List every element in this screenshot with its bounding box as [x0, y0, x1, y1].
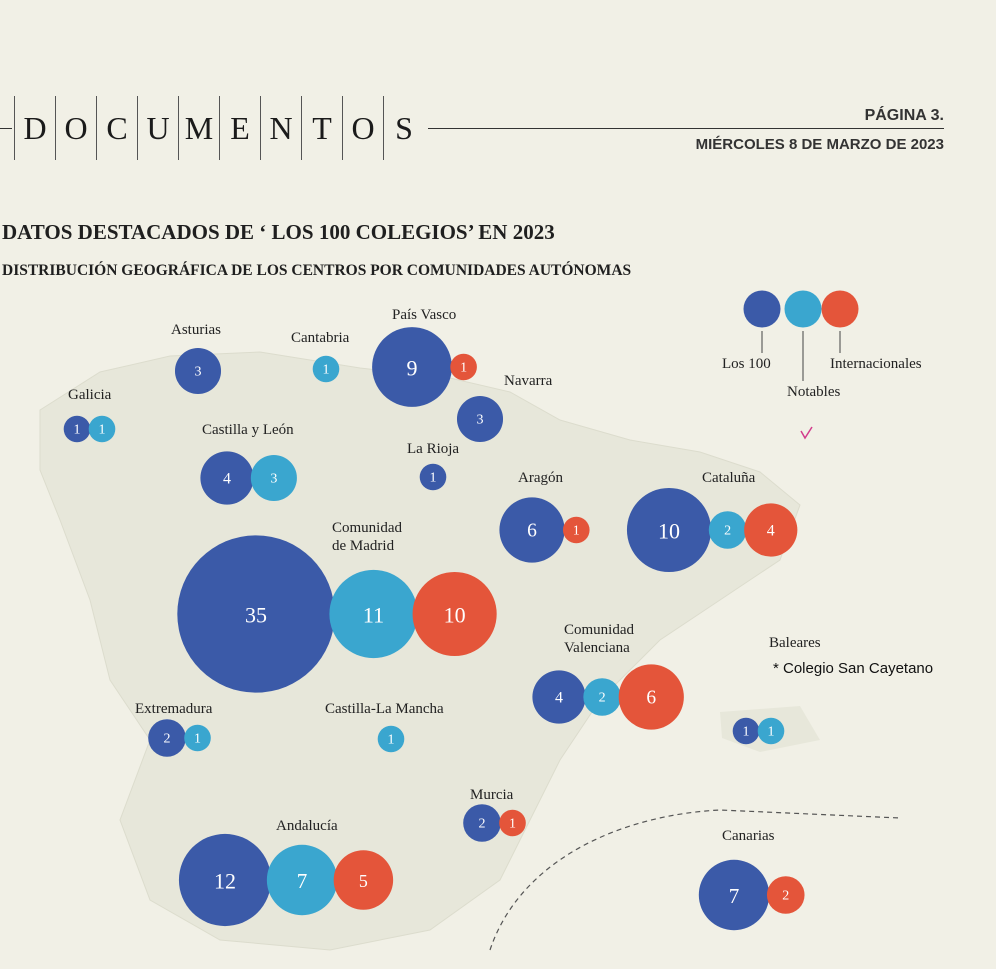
bubble-value-cataluna-notables: 2	[724, 523, 732, 539]
bubble-value-comunidad-valenciana-internacionales: 6	[646, 687, 657, 709]
region-label-castilla-la-mancha: Castilla-La Mancha	[325, 701, 444, 717]
region-group-canarias	[699, 860, 805, 930]
bubble-value-canarias-los100: 7	[728, 884, 740, 908]
region-group-castilla-la-mancha	[378, 726, 405, 753]
masthead-letter: C	[96, 96, 137, 160]
bubble-value-castilla-y-leon-los100: 4	[223, 470, 231, 488]
bubble-value-cantabria-notables: 1	[322, 362, 330, 378]
region-label-extremadura: Extremadura	[135, 701, 213, 717]
masthead-letter: T	[301, 96, 342, 160]
region-label-comunidad-valenciana: Comunidad Valenciana	[564, 622, 634, 656]
bubble-value-comunidad-de-madrid-notables: 11	[362, 602, 385, 628]
bubble-value-comunidad-valenciana-notables: 2	[598, 690, 606, 706]
masthead-letter: O	[55, 96, 96, 160]
bubble-value-andalucia-notables: 7	[296, 869, 308, 893]
masthead-letter: D	[14, 96, 55, 160]
bubble-value-galicia-notables: 1	[98, 422, 106, 438]
legend-label-internacionales: Internacionales	[830, 356, 922, 372]
region-label-pais-vasco: País Vasco	[392, 307, 457, 323]
bubble-value-aragon-internacionales: 1	[572, 523, 580, 539]
check-mark-icon	[801, 427, 812, 438]
chart-title: DATOS DESTACADOS DE ‘ LOS 100 COLEGIOS’ EN 2023	[2, 220, 555, 244]
bubble-value-cataluna-internacionales: 4	[766, 522, 775, 540]
bubble-value-navarra-los100: 3	[476, 412, 484, 428]
region-label-castilla-y-leon: Castilla y León	[202, 422, 294, 438]
legend-swatch-notables	[785, 291, 822, 328]
region-label-baleares: Baleares	[769, 635, 821, 651]
region-label-aragon: Aragón	[518, 470, 563, 486]
region-label-asturias: Asturias	[171, 322, 221, 338]
bubble-value-aragon-los100: 6	[527, 520, 537, 542]
masthead-letter: M	[178, 96, 219, 160]
bubble-value-galicia-los100: 1	[73, 422, 81, 438]
bubble-value-castilla-y-leon-notables: 3	[270, 471, 278, 487]
bubble-value-comunidad-valenciana-los100: 4	[555, 689, 563, 707]
bubble-value-baleares-notables: 1	[767, 724, 775, 740]
region-group-cantabria	[313, 356, 340, 383]
region-label-cataluna: Cataluña	[702, 470, 756, 486]
masthead-letter: U	[137, 96, 178, 160]
bubble-value-cataluna-los100: 10	[658, 518, 680, 544]
bubble-value-la-rioja-los100: 1	[429, 470, 437, 486]
bubble-value-extremadura-los100: 2	[163, 731, 171, 747]
bubble-value-baleares-los100: 1	[742, 724, 750, 740]
region-label-murcia: Murcia	[470, 787, 514, 803]
masthead-letter: E	[219, 96, 260, 160]
legend-label-notables: Notables	[787, 384, 841, 400]
region-group-la-rioja	[420, 464, 447, 491]
bubble-value-andalucia-internacionales: 5	[358, 871, 368, 891]
region-group-asturias	[175, 348, 221, 394]
region-group-navarra	[457, 396, 503, 442]
region-label-canarias: Canarias	[722, 828, 775, 844]
region-label-comunidad-de-madrid: Comunidad de Madrid	[332, 520, 402, 554]
legend-swatch-internacionales	[822, 291, 859, 328]
bubble-value-asturias-los100: 3	[194, 364, 202, 380]
legend-swatch-los100	[744, 291, 781, 328]
bubble-value-murcia-los100: 2	[478, 816, 486, 832]
bubble-value-extremadura-notables: 1	[194, 731, 202, 747]
region-label-la-rioja: La Rioja	[407, 441, 460, 457]
masthead-letter: N	[260, 96, 301, 160]
publication-date: MIÉRCOLES 8 DE MARZO DE 2023	[695, 136, 944, 153]
bubble-value-pais-vasco-internacionales: 1	[460, 360, 468, 376]
region-label-andalucia: Andalucía	[276, 818, 338, 834]
bubble-value-comunidad-de-madrid-los100: 35	[245, 602, 267, 628]
region-label-galicia: Galicia	[68, 387, 112, 403]
bubble-value-castilla-la-mancha-notables: 1	[387, 732, 395, 748]
footnote: * Colegio San Cayetano	[773, 660, 934, 677]
region-label-cantabria: Cantabria	[291, 330, 350, 346]
masthead-letter: S	[383, 96, 424, 160]
bubble-value-andalucia-los100: 12	[214, 868, 236, 894]
bubble-value-pais-vasco-los100: 9	[406, 355, 418, 381]
canarias-box	[490, 810, 900, 950]
region-label-navarra: Navarra	[504, 373, 553, 389]
bubble-value-comunidad-de-madrid-internacionales: 10	[443, 602, 466, 628]
masthead-letter: O	[342, 96, 383, 160]
chart-subtitle: DISTRIBUCIÓN GEOGRÁFICA DE LOS CENTROS POR COMUNIDADES AUTÓNOMAS	[2, 262, 632, 279]
bubble-value-canarias-internacionales: 2	[782, 888, 790, 904]
bubble-value-murcia-internacionales: 1	[509, 816, 517, 832]
legend-label-los100: Los 100	[722, 356, 771, 372]
page-number: PÁGINA 3.	[864, 107, 944, 124]
